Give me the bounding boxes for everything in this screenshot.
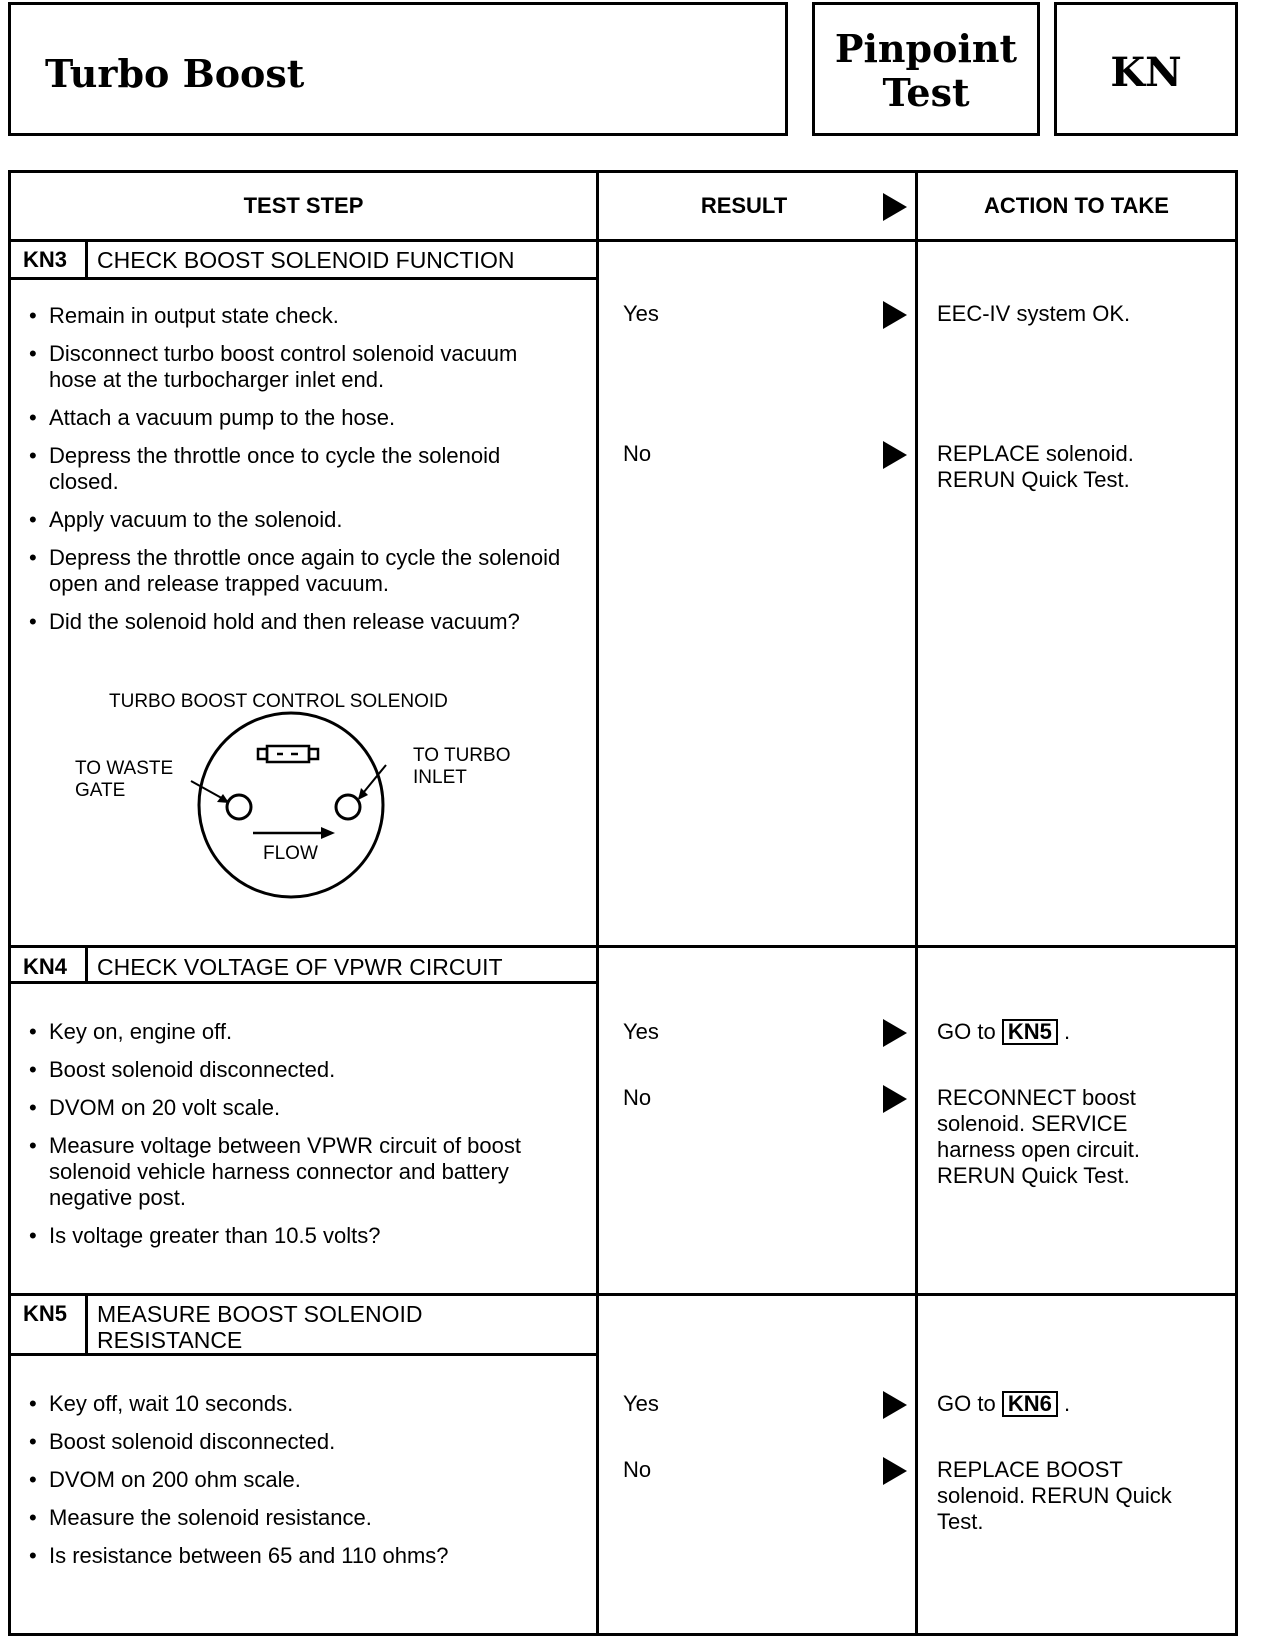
diagram-label-waste-2: GATE xyxy=(75,780,126,801)
title-box xyxy=(8,2,788,136)
kn4-title-rule xyxy=(11,981,596,984)
kn3-no-action-1: REPLACE solenoid. xyxy=(937,441,1134,466)
diagram-label-flow: FLOW xyxy=(263,843,318,864)
col-header-result: RESULT xyxy=(700,193,788,218)
list-item: • Is voltage greater than 10.5 volts? xyxy=(29,1223,585,1249)
pinpoint-test-box xyxy=(812,2,1040,136)
kn3-yes-action: EEC-IV system OK. xyxy=(937,301,1131,326)
list-item: • Remain in output state check. xyxy=(29,303,569,329)
kn5-no-action-2: solenoid. RERUN Quick xyxy=(937,1483,1172,1508)
list-item: • Did the solenoid hold and then release vacuum? xyxy=(29,609,569,635)
diagram-label-turbo-1: TO TURBO xyxy=(413,745,511,766)
kn3-yes-arrow-icon xyxy=(883,301,907,329)
test-code: KN xyxy=(1110,49,1182,96)
kn5-id: KN5 xyxy=(23,1301,68,1326)
flow-arrow-icon xyxy=(321,827,335,839)
col-divider-2 xyxy=(915,173,918,1633)
kn5-title-1: MEASURE BOOST SOLENOID xyxy=(97,1301,423,1327)
connector-pin-left xyxy=(258,749,267,759)
kn3-bottom-rule xyxy=(11,945,1235,948)
kn3-no-arrow-icon xyxy=(883,441,907,469)
list-item: • Disconnect turbo boost control solenoid vacuum hose at the turbocharger inlet end. xyxy=(29,341,569,393)
pinpoint-label: Pinpoint xyxy=(834,26,1018,71)
list-item: • Measure the solenoid resistance. xyxy=(29,1505,585,1531)
kn5-no-action-3: Test. xyxy=(937,1509,984,1534)
kn6-ref-link[interactable]: KN6 xyxy=(1002,1391,1058,1417)
kn4-yes-action: GO to KN5 . xyxy=(937,1019,1071,1044)
pinpoint-table xyxy=(8,170,1238,1636)
kn3-title-rule xyxy=(11,277,596,280)
kn5-step-list xyxy=(29,1391,585,1581)
kn4-go-to-label: GO to xyxy=(937,1019,996,1044)
kn4-no-action-4: RERUN Quick Test. xyxy=(937,1163,1130,1188)
kn3-no-action-2: RERUN Quick Test. xyxy=(937,467,1130,492)
header-arrow-icon xyxy=(883,193,907,221)
col-divider-1 xyxy=(596,173,599,1633)
test-code-box xyxy=(1054,2,1238,136)
kn5-ref-link[interactable]: KN5 xyxy=(1002,1019,1058,1045)
diagram-label-waste-1: TO WASTE xyxy=(75,758,174,779)
connector-pin-right xyxy=(309,749,318,759)
kn4-no: No xyxy=(623,1085,652,1110)
list-item: • Apply vacuum to the solenoid. xyxy=(29,507,569,533)
solenoid-diagram xyxy=(161,703,421,903)
connector-icon xyxy=(267,746,309,762)
kn4-title: CHECK VOLTAGE OF VPWR CIRCUIT xyxy=(97,954,503,980)
kn4-step-list xyxy=(29,1019,585,1261)
kn5-yes-action: GO to KN6 . xyxy=(937,1391,1071,1416)
kn5-yes: Yes xyxy=(623,1391,659,1416)
kn3-no: No xyxy=(623,441,652,466)
kn5-title-2: RESISTANCE xyxy=(97,1327,243,1353)
page-title: Turbo Boost xyxy=(45,51,305,96)
list-item: • Depress the throttle once to cycle the solenoid closed. xyxy=(29,443,569,495)
list-item: • Boost solenoid disconnected. xyxy=(29,1429,585,1455)
list-item: • DVOM on 20 volt scale. xyxy=(29,1095,585,1121)
kn4-no-action-2: solenoid. SERVICE xyxy=(937,1111,1128,1136)
diagram-title: TURBO BOOST CONTROL SOLENOID xyxy=(109,691,448,712)
header-rule xyxy=(11,239,1235,242)
kn5-yes-arrow-icon xyxy=(883,1391,907,1419)
kn5-title-rule xyxy=(11,1353,596,1356)
waste-gate-port xyxy=(227,795,251,819)
list-item: • Attach a vacuum pump to the hose. xyxy=(29,405,569,431)
list-item: • Is resistance between 65 and 110 ohms? xyxy=(29,1543,585,1569)
list-item: • Boost solenoid disconnected. xyxy=(29,1057,585,1083)
kn5-no-arrow-icon xyxy=(883,1457,907,1485)
col-header-test-step: TEST STEP xyxy=(243,193,364,218)
kn4-id: KN4 xyxy=(23,954,68,979)
col-header-action: ACTION TO TAKE xyxy=(984,193,1169,218)
kn4-yes: Yes xyxy=(623,1019,659,1044)
kn4-id-divider xyxy=(85,945,88,983)
diagram-label-turbo-2: INLET xyxy=(413,767,467,788)
kn4-bottom-rule xyxy=(11,1293,1235,1296)
turbo-inlet-port xyxy=(336,795,360,819)
kn5-no: No xyxy=(623,1457,652,1482)
test-label: Test xyxy=(882,70,970,115)
list-item: • Key on, engine off. xyxy=(29,1019,585,1045)
kn3-step-list xyxy=(29,303,569,647)
kn3-id: KN3 xyxy=(23,247,68,272)
list-item: • Key off, wait 10 seconds. xyxy=(29,1391,585,1417)
kn5-id-divider xyxy=(85,1293,88,1355)
kn4-no-action-1: RECONNECT boost xyxy=(937,1085,1136,1110)
kn3-yes: Yes xyxy=(623,301,659,326)
kn5-no-action-1: REPLACE BOOST xyxy=(937,1457,1123,1482)
kn4-no-action-3: harness open circuit. xyxy=(937,1137,1140,1162)
kn3-title: CHECK BOOST SOLENOID FUNCTION xyxy=(97,247,515,273)
list-item: • Depress the throttle once again to cycle the solenoid open and release trapped vacuum. xyxy=(29,545,569,597)
kn4-no-arrow-icon xyxy=(883,1085,907,1113)
list-item: • DVOM on 200 ohm scale. xyxy=(29,1467,585,1493)
kn5-go-to-label: GO to xyxy=(937,1391,996,1416)
list-item: • Measure voltage between VPWR circuit of boost solenoid vehicle harness connector and battery negative post. xyxy=(29,1133,585,1211)
kn3-id-divider xyxy=(85,239,88,279)
kn4-yes-arrow-icon xyxy=(883,1019,907,1047)
